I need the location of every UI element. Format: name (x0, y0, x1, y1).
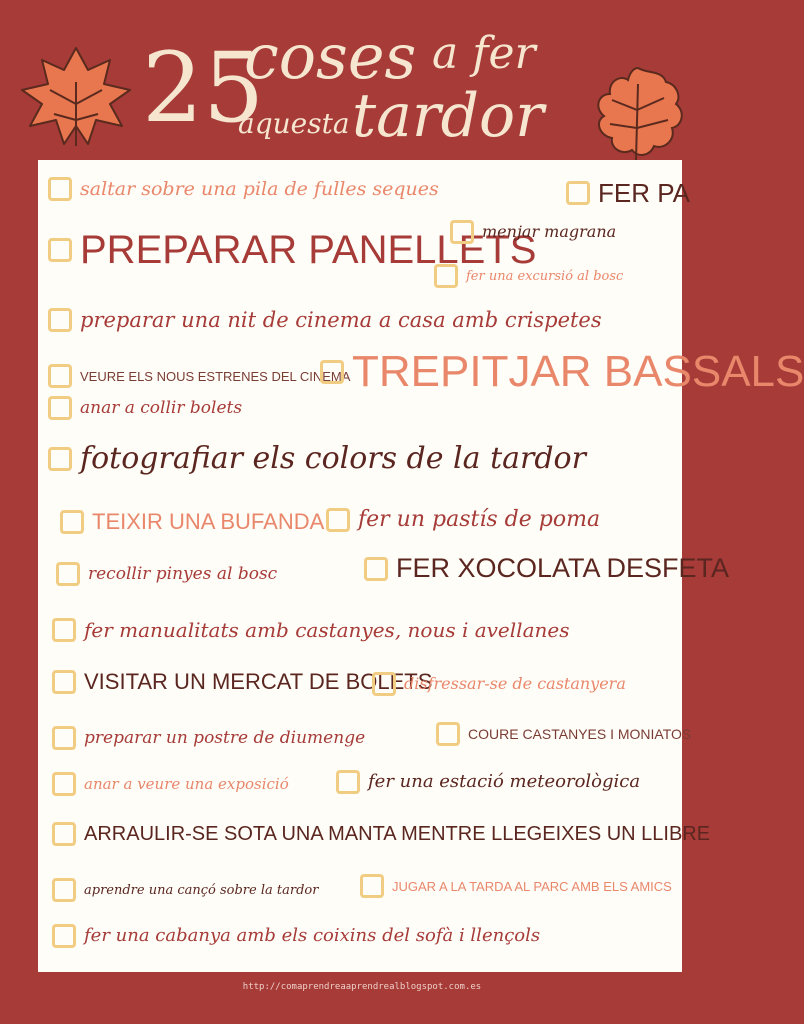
list-item[interactable]: TEIXIR UNA BUFANDA (60, 510, 324, 534)
list-item[interactable]: recollir pinyes al bosc (56, 562, 277, 586)
list-item[interactable]: ARRAULIR-SE SOTA UNA MANTA MENTRE LLEGEIXES UN LLIBRE (52, 822, 710, 846)
list-item[interactable]: fer manualitats amb castanyes, nous i avellanes (52, 618, 569, 642)
checklist-panel (38, 160, 804, 972)
maple-leaf-icon (18, 42, 136, 152)
poster-header (0, 0, 724, 160)
checkbox[interactable] (320, 360, 344, 384)
checkbox[interactable] (52, 878, 76, 902)
checkbox[interactable] (48, 308, 72, 332)
list-item[interactable]: JUGAR A LA TARDA AL PARC AMB ELS AMICS (360, 874, 672, 898)
list-item[interactable]: disfressar-se de castanyera (372, 672, 626, 696)
list-item[interactable]: menjar magrana (450, 220, 616, 244)
list-item[interactable]: anar a veure una exposició (52, 772, 289, 796)
checkbox[interactable] (48, 177, 72, 201)
title-word-coses: coses (244, 20, 417, 93)
checkbox[interactable] (48, 238, 72, 262)
checkbox[interactable] (56, 562, 80, 586)
checkbox[interactable] (436, 722, 460, 746)
list-item[interactable]: aprendre una cançó sobre la tardor (52, 878, 318, 902)
checkbox[interactable] (434, 264, 458, 288)
list-item[interactable]: fer una estació meteorològica (336, 770, 640, 794)
checkbox[interactable] (48, 364, 72, 388)
checkbox[interactable] (60, 510, 84, 534)
checkbox[interactable] (566, 181, 590, 205)
list-item[interactable]: fer una excursió al bosc (434, 264, 623, 288)
checkbox[interactable] (360, 874, 384, 898)
checkbox[interactable] (52, 670, 76, 694)
list-item[interactable]: fer una cabanya amb els coixins del sofà i llençols (52, 924, 540, 948)
checkbox[interactable] (336, 770, 360, 794)
list-item[interactable]: preparar una nit de cinema a casa amb crispetes (48, 308, 602, 332)
list-item[interactable]: preparar un postre de diumenge (52, 726, 365, 750)
title-word-tardor: tardor (352, 81, 544, 151)
list-item[interactable]: fotografiar els colors de la tardor (48, 444, 586, 474)
oak-leaf-icon (582, 60, 694, 166)
list-item[interactable]: VEURE ELS NOUS ESTRENES DEL CINEMA (48, 364, 350, 388)
checkbox[interactable] (52, 772, 76, 796)
list-item[interactable]: FER PA (566, 180, 690, 206)
list-item[interactable]: COURE CASTANYES I MONIATOS (436, 722, 691, 746)
list-item[interactable]: TREPITJAR BASSALS (320, 350, 804, 394)
checkbox[interactable] (48, 396, 72, 420)
title-word-afer: a fer (432, 28, 536, 79)
title-number: 25 (142, 32, 265, 144)
list-item[interactable]: PREPARAR PANELLETS (48, 230, 536, 270)
list-item[interactable]: anar a collir bolets (48, 396, 242, 420)
list-item[interactable]: fer un pastís de poma (326, 508, 600, 532)
footer-url[interactable]: http://comaprendreaaprendrealblogspot.com.es (242, 982, 482, 992)
checkbox[interactable] (372, 672, 396, 696)
list-item[interactable]: VISITAR UN MERCAT DE BOLETS (52, 670, 432, 694)
checkbox[interactable] (48, 447, 72, 471)
checkbox[interactable] (52, 618, 76, 642)
checkbox[interactable] (450, 220, 474, 244)
list-item[interactable]: saltar sobre una pila de fulles seques (48, 177, 439, 201)
list-item[interactable]: FER XOCOLATA DESFETA (364, 555, 729, 582)
checkbox[interactable] (52, 822, 76, 846)
title-word-aquesta: aquesta (238, 107, 350, 140)
checkbox[interactable] (52, 726, 76, 750)
checkbox[interactable] (326, 508, 350, 532)
checkbox[interactable] (364, 557, 388, 581)
checkbox[interactable] (52, 924, 76, 948)
